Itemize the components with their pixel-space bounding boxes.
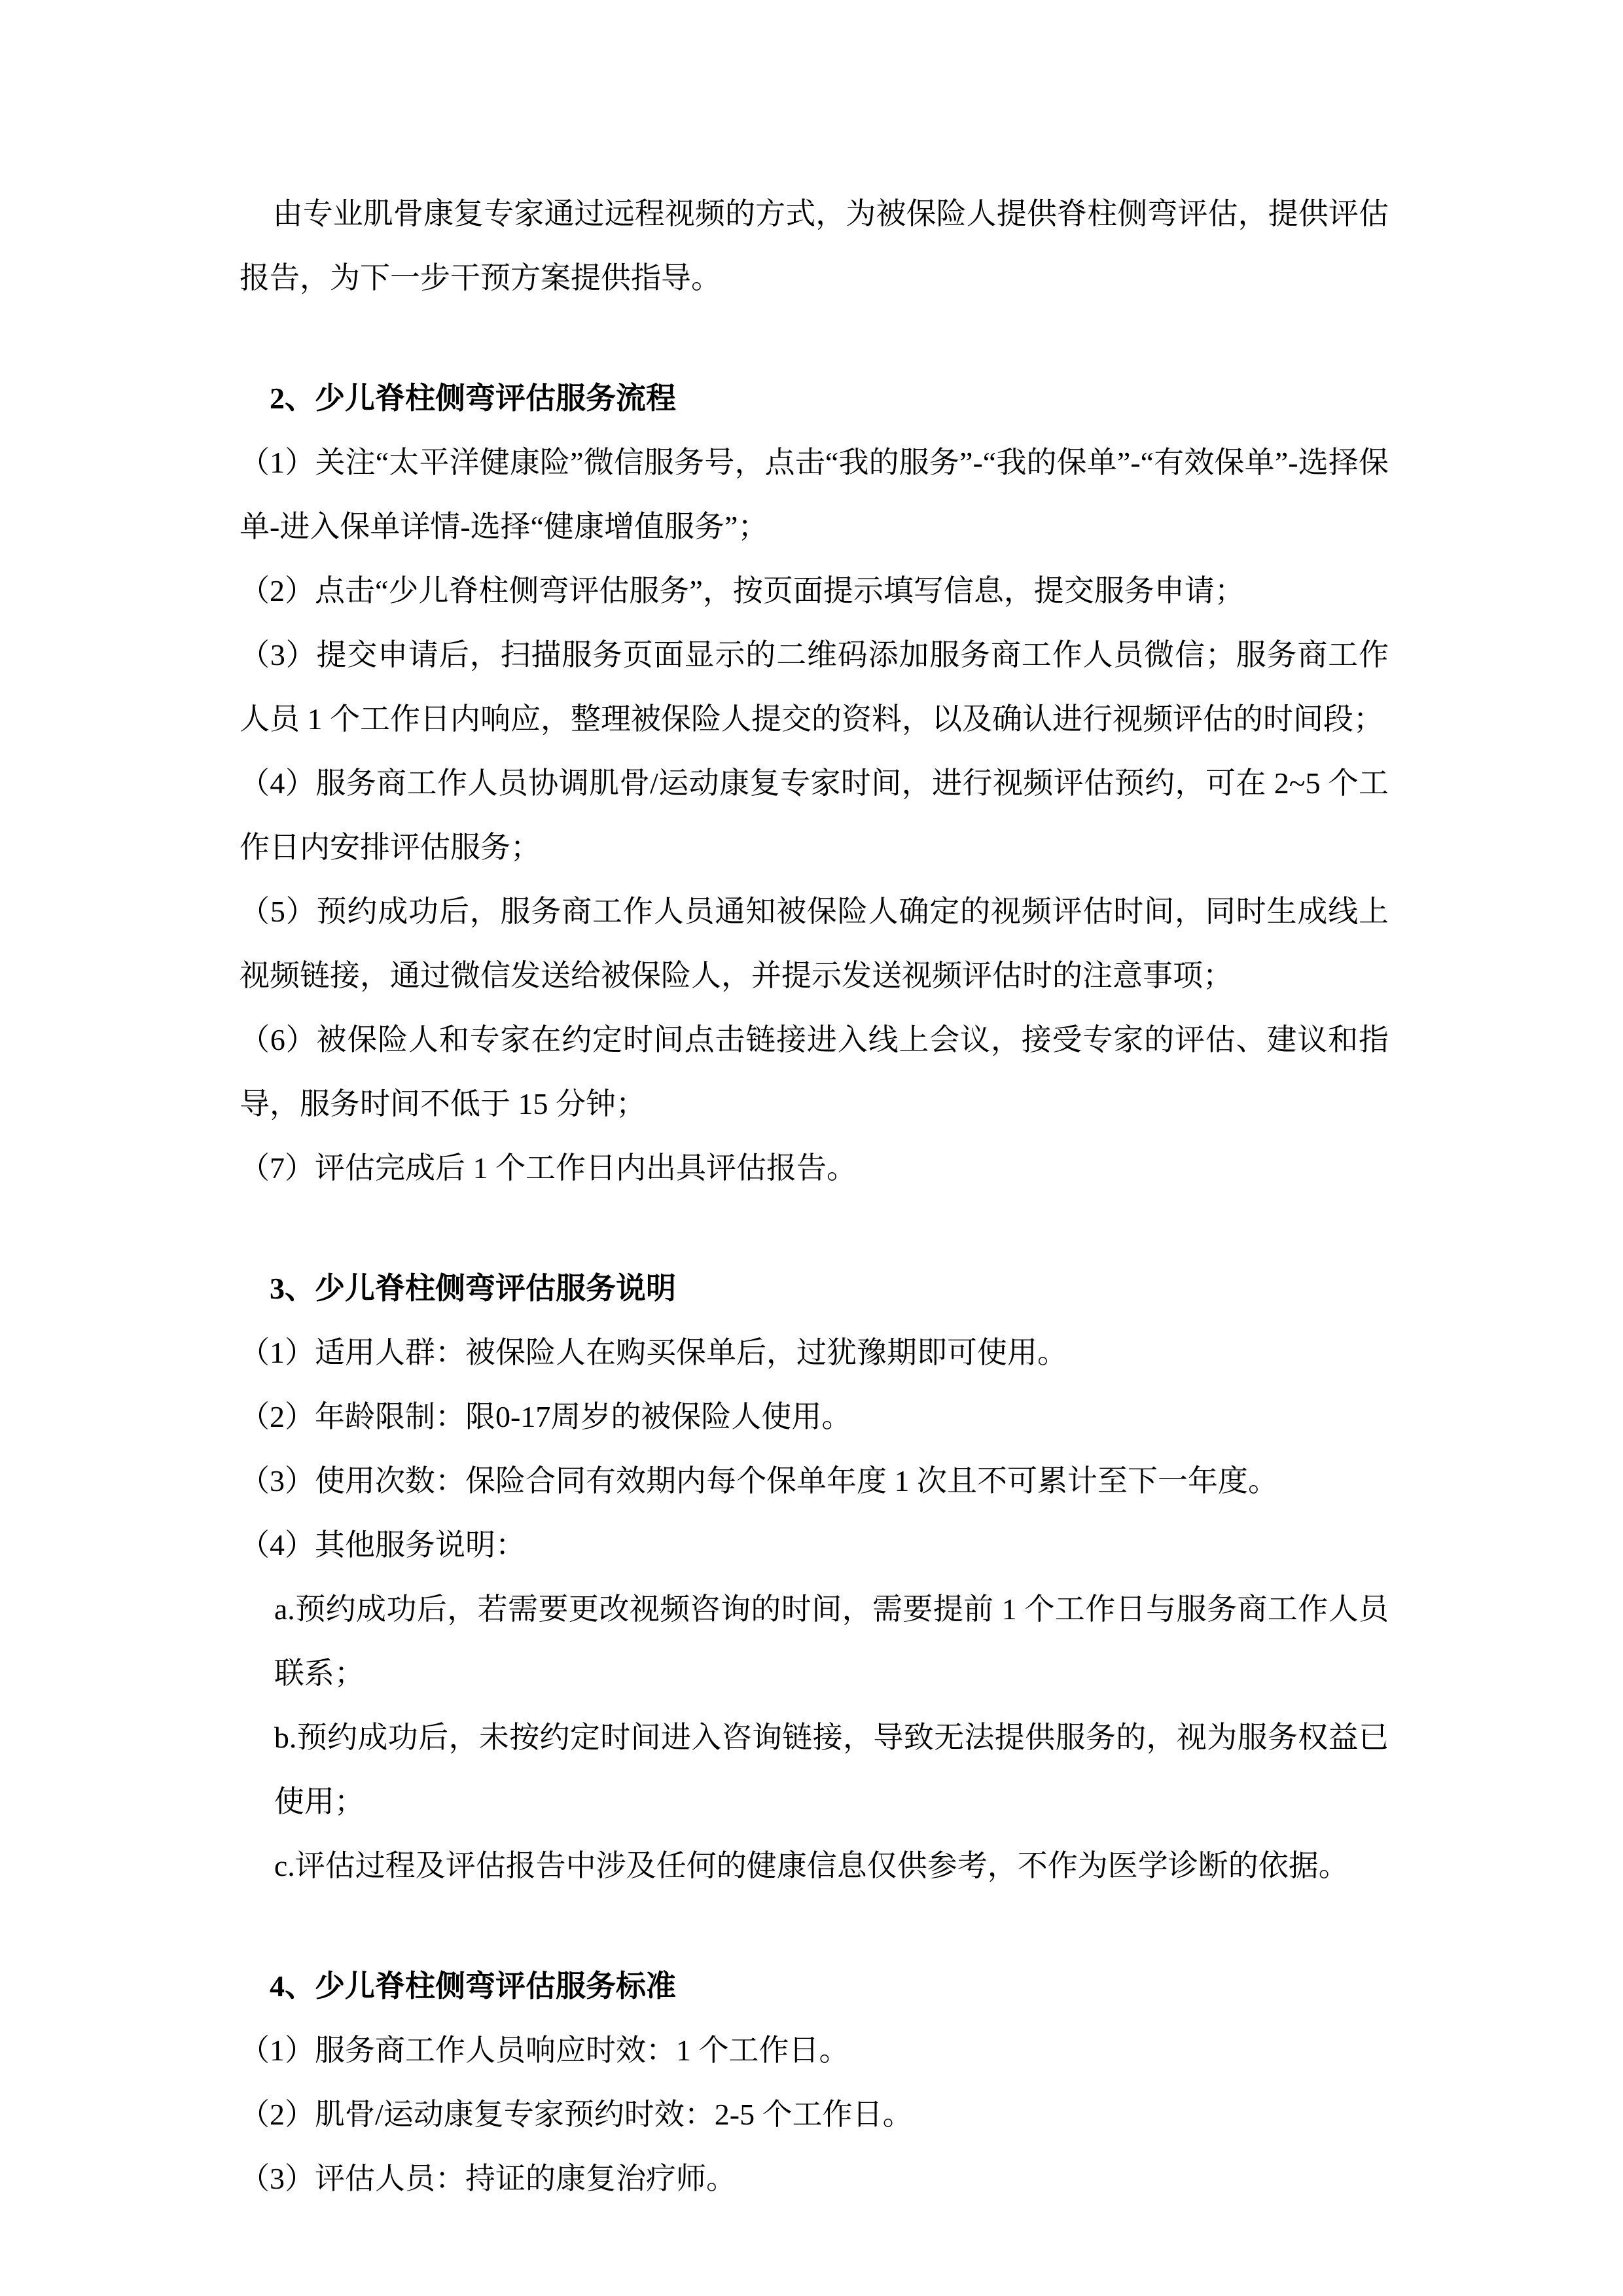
section-2-heading: 2、少儿脊柱侧弯评估服务流程 [270,382,676,415]
section-3-item-4: （4）其他服务说明： [240,1528,526,1562]
section-2-item-4: （4）服务商工作人员协调肌骨/运动康复专家时间，进行视频评估预约，可在 2~5 个工作日内安排评估服务； [240,766,1389,864]
section-3-subitem-c: c.评估过程及评估报告中涉及任何的健康信息仅供参考，不作为医学诊断的依据。 [274,1849,1349,1882]
section-2-item-3: （3）提交申请后，扫描服务页面显示的二维码添加服务商工作人员微信；服务商工作人员 1 个工作日内响应，整理被保险人提交的资料，以及确认进行视频评估的时间段； [240,638,1389,736]
intro-paragraph: 由专业肌骨康复专家通过远程视频的方式，为被保险人提供脊柱侧弯评估，提供评估报告，为下一步干预方案提供指导。 [240,197,1389,295]
section-2-item-1: （1）关注“太平洋健康险”微信服务号，点击“我的服务”-“我的保单”-“有效保单”-选择保单-进入保单详情-选择“健康增值服务”； [240,446,1389,543]
section-2-item-5: （5）预约成功后，服务商工作人员通知被保险人确定的视频评估时间，同时生成线上视频链接，通过微信发送给被保险人，并提示发送视频评估时的注意事项； [240,895,1389,992]
section-2-item-6: （6）被保险人和专家在约定时间点击链接进入线上会议，接受专家的评估、建议和指导，服务时间不低于 15 分钟； [240,1023,1389,1121]
section-2-item-7: （7）评估完成后 1 个工作日内出具评估报告。 [240,1151,857,1185]
section-4-item-3: （3）评估人员：持证的康复治疗师。 [240,2162,736,2195]
section-3-heading: 3、少儿脊柱侧弯评估服务说明 [270,1272,676,1305]
section-4-item-2: （2）肌骨/运动康复专家预约时效：2-5 个工作日。 [240,2098,913,2131]
section-3-subitem-b: b.预约成功后，未按约定时间进入咨询链接，导致无法提供服务的，视为服务权益已使用； [274,1721,1389,1818]
section-4-item-1: （1）服务商工作人员响应时效：1 个工作日。 [240,2034,849,2067]
section-4-heading: 4、少儿脊柱侧弯评估服务标准 [270,1969,676,2003]
section-3-item-1: （1）适用人群：被保险人在购买保单后，过犹豫期即可使用。 [240,1336,1067,1369]
section-3-item-2: （2）年龄限制：限0-17周岁的被保险人使用。 [240,1400,852,1433]
section-3-subitem-a: a.预约成功后，若需要更改视频咨询的时间，需要提前 1 个工作日与服务商工作人员联系； [274,1592,1389,1690]
section-3-item-3: （3）使用次数：保险合同有效期内每个保单年度 1 次且不可累计至下一年度。 [240,1464,1278,1498]
section-2-item-2: （2）点击“少儿脊柱侧弯评估服务”，按页面提示填写信息，提交服务申请； [240,574,1245,607]
